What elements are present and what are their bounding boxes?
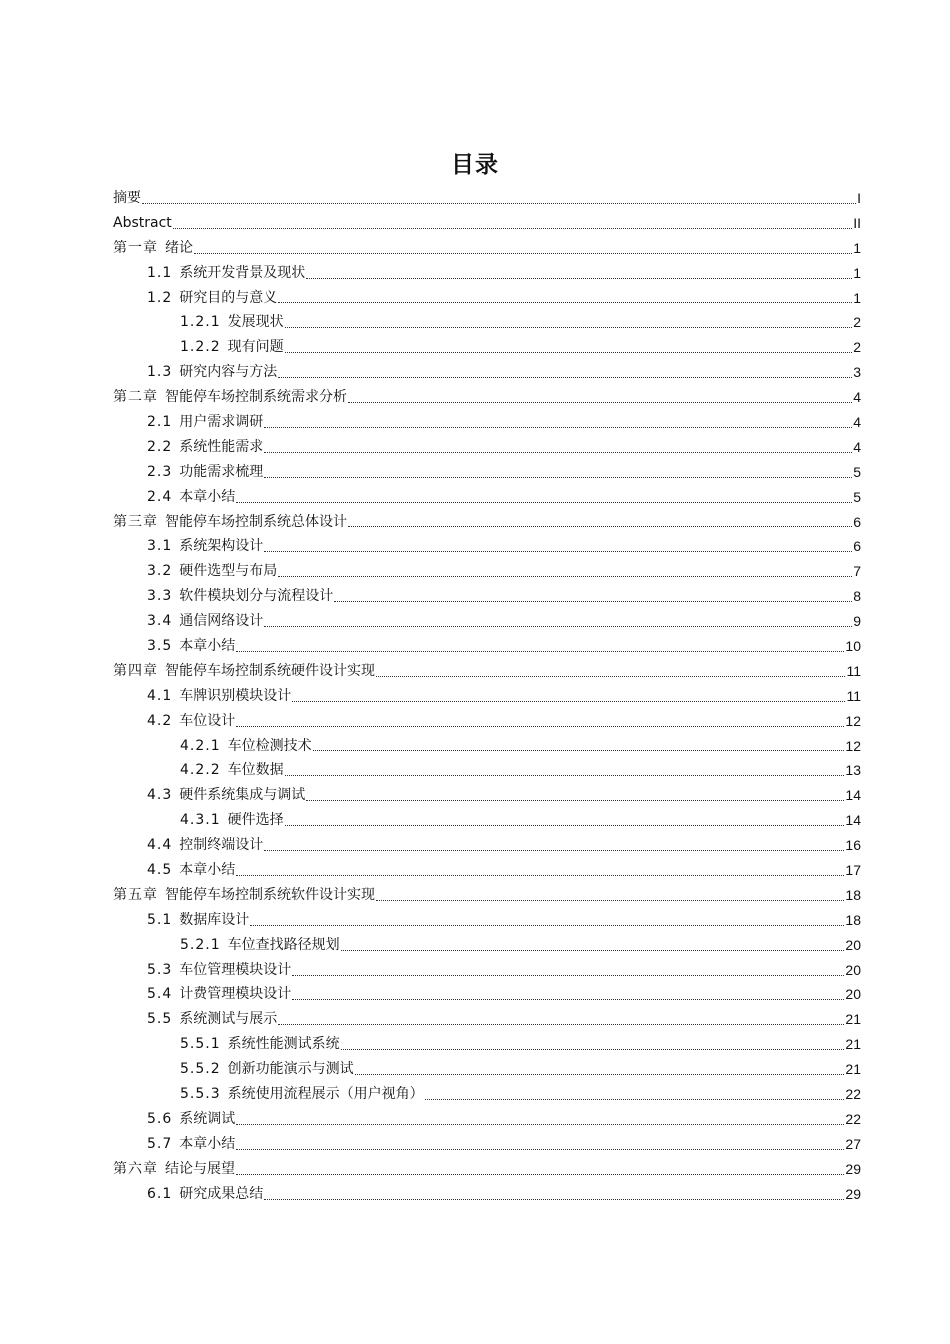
toc-entry-text: 车位设计: [179, 712, 236, 729]
toc-entry-page: 13: [845, 762, 861, 779]
dot-leader: [425, 1099, 845, 1100]
toc-entry-page: 16: [845, 837, 861, 854]
toc-entry-label: [147, 908, 249, 933]
toc-entry-text: 车牌识别模块设计: [179, 687, 292, 704]
toc-entry-page: 1: [853, 239, 861, 256]
toc-entry-page: 7: [853, 563, 861, 580]
toc-entry-text: 系统测试与展示: [179, 1011, 278, 1028]
dot-leader: [236, 1124, 844, 1125]
toc-entry-number: 5.7: [147, 1135, 173, 1152]
toc-entry-number: 1.2.1: [180, 314, 221, 331]
dot-leader: [236, 651, 844, 652]
toc-entry-label: [180, 758, 284, 783]
dot-leader: [376, 900, 844, 901]
toc-entry[interactable]: [113, 758, 861, 783]
toc-entry-page: 12: [845, 737, 861, 754]
dot-leader: [278, 1024, 844, 1025]
toc-entry-label: [147, 1007, 277, 1032]
dot-leader: [264, 850, 844, 851]
toc-entry-number: 2.4: [147, 488, 173, 505]
toc-entry[interactable]: [113, 833, 861, 858]
toc-entry-page: 21: [845, 1061, 861, 1078]
toc-entry-number: 2.1: [147, 414, 173, 430]
toc-entry-page: 20: [845, 986, 861, 1003]
toc-entry-number: 6.1: [147, 1185, 173, 1202]
toc-entry-text: 硬件系统集成与调试: [179, 787, 306, 804]
toc-entry-text: 发展现状: [227, 314, 284, 331]
toc-entry[interactable]: [113, 1182, 861, 1207]
toc-entry[interactable]: [113, 435, 861, 460]
dot-leader: [173, 228, 852, 229]
toc-entry[interactable]: [113, 236, 861, 261]
dot-leader: [376, 676, 845, 677]
toc-entry-label: [147, 709, 235, 734]
toc-entry-text: 数据库设计: [179, 911, 250, 928]
toc-entry-number: 5.4: [147, 986, 173, 1003]
toc-entry-text: 研究内容与方法: [179, 364, 278, 381]
toc-entry-label: [147, 1107, 235, 1132]
toc-entry-page: 11: [846, 687, 861, 704]
toc-entry[interactable]: [113, 335, 861, 360]
toc-entry[interactable]: [113, 211, 861, 236]
toc-entry[interactable]: [113, 410, 861, 435]
toc-entry-text: 功能需求梳理: [179, 463, 264, 480]
toc-entry-text: 智能停车场控制系统需求分析: [165, 389, 347, 406]
toc-entry-number: 2.2: [147, 438, 173, 455]
toc-entry-number: 5.2.1: [180, 936, 221, 953]
toc-entry-label: [147, 435, 263, 460]
toc-entry-page: 2: [853, 339, 861, 356]
toc-entry-number: 第三章: [113, 513, 158, 530]
toc-entry-text: 用户需求调研: [179, 414, 264, 430]
toc-entry-label: [147, 1182, 263, 1207]
toc-entry-label: [147, 858, 235, 883]
dot-leader: [341, 950, 845, 951]
dot-leader: [236, 1174, 844, 1175]
toc-entry[interactable]: [113, 1107, 861, 1132]
toc-entry-text: 本章小结: [179, 488, 236, 505]
toc-entry-label: [180, 1082, 424, 1107]
toc-entry-text: 系统调试: [179, 1110, 236, 1127]
dot-leader: [236, 502, 852, 503]
toc-entry-page: 10: [845, 638, 861, 655]
toc-entry-label: [147, 833, 263, 858]
toc-entry-page: 3: [853, 364, 861, 381]
toc-entry-page: 20: [845, 936, 861, 953]
toc-entry-label: [147, 410, 263, 435]
toc-entry-page: 8: [853, 588, 861, 605]
toc-entry[interactable]: [113, 559, 861, 584]
toc-entry-number: 5.6: [147, 1110, 173, 1127]
toc-entry-page: 27: [845, 1135, 861, 1152]
toc-entry[interactable]: [113, 958, 861, 983]
toc-entry-label: [147, 261, 305, 286]
toc-entry[interactable]: [113, 510, 861, 535]
toc-entry-label: [180, 1032, 340, 1057]
toc-entry-page: I: [857, 189, 861, 206]
toc-entry-page: 5: [853, 488, 861, 505]
toc-entry-text: 系统使用流程展示（用户视角）: [227, 1086, 424, 1103]
toc-entry-number: 4.2.2: [180, 762, 221, 779]
toc-entry-page: 29: [845, 1185, 861, 1202]
toc-entry-page: 11: [846, 662, 861, 679]
toc-entry-page: II: [853, 214, 861, 231]
toc-entry[interactable]: [113, 659, 861, 684]
toc-entry-label: [180, 1057, 354, 1082]
toc-entry[interactable]: [113, 883, 861, 908]
toc-entry-page: 4: [853, 438, 861, 455]
toc-entry-number: 1.1: [147, 264, 173, 281]
toc-entry-text: 研究目的与意义: [179, 289, 278, 306]
toc-entry-page: 6: [853, 538, 861, 555]
dot-leader: [264, 1199, 844, 1200]
toc-entry-label: [113, 211, 172, 236]
toc-entry-page: 20: [845, 961, 861, 978]
dot-leader: [348, 402, 852, 403]
toc-entry-page: 2: [853, 314, 861, 331]
toc-entry-text: 系统架构设计: [179, 538, 264, 555]
toc-entry[interactable]: [113, 385, 861, 410]
toc-entry-text: 车位检测技术: [227, 737, 312, 754]
toc-entry[interactable]: [113, 1132, 861, 1157]
toc-entry-number: 5.5.2: [180, 1061, 221, 1078]
dot-leader: [341, 1049, 845, 1050]
toc-entry-label: [147, 1132, 235, 1157]
toc-entry-number: 5.3: [147, 961, 173, 978]
dot-leader: [250, 925, 844, 926]
toc-entry-number: 3.1: [147, 538, 173, 555]
toc-entry-label: [180, 335, 284, 360]
toc-entry-number: 第一章: [113, 239, 158, 256]
toc-entry[interactable]: [113, 709, 861, 734]
toc-entry-number: 1.3: [147, 364, 173, 381]
toc-entry-number: 3.3: [147, 588, 173, 605]
toc-entry[interactable]: [113, 186, 861, 211]
toc-entry-label: [147, 485, 235, 510]
toc-entry-text: 车位数据: [227, 762, 284, 779]
toc-entry-number: 4.1: [147, 687, 173, 704]
dot-leader: [313, 750, 845, 751]
toc-entry-label: [147, 286, 277, 311]
toc-entry-label: [147, 360, 277, 385]
dot-leader: [264, 551, 852, 552]
toc-entry-text: 本章小结: [179, 862, 236, 879]
dot-leader: [194, 253, 852, 254]
dot-leader: [306, 278, 852, 279]
dot-leader: [292, 999, 844, 1000]
toc-entry-page: 4: [853, 389, 861, 406]
toc-entry-page: 22: [845, 1110, 861, 1127]
toc-entry-label: [180, 808, 284, 833]
toc-entry-page: 14: [845, 812, 861, 829]
toc-entry[interactable]: [113, 634, 861, 659]
toc-entry-page: 12: [845, 712, 861, 729]
toc-entry-text: 软件模块划分与流程设计: [179, 588, 334, 605]
toc-entry-number: 4.2.1: [180, 737, 221, 754]
toc-entry-text: 绪论: [165, 239, 193, 256]
toc-entry-number: 4.5: [147, 862, 173, 879]
toc-entry-text: 智能停车场控制系统总体设计: [165, 513, 347, 530]
toc-entry-text: 计费管理模块设计: [179, 986, 292, 1003]
toc-entry[interactable]: [113, 1032, 861, 1057]
dot-leader: [278, 302, 852, 303]
toc-entry-text: Abstract: [113, 214, 172, 231]
toc-entry-label: [113, 659, 375, 684]
toc-entry[interactable]: [113, 485, 861, 510]
toc-entry-text: 智能停车场控制系统软件设计实现: [165, 886, 375, 903]
toc-entry-text: 硬件选择: [227, 812, 284, 829]
toc-entry-text: 系统开发背景及现状: [179, 264, 306, 281]
toc-entry-page: 6: [853, 513, 861, 530]
toc-entry-text: 现有问题: [227, 339, 284, 356]
dot-leader: [236, 1149, 844, 1150]
toc-entry-number: 1.2: [147, 289, 173, 306]
dot-leader: [264, 477, 852, 478]
dot-leader: [278, 377, 852, 378]
dot-leader: [306, 800, 844, 801]
toc-entry-label: [147, 584, 333, 609]
dot-leader: [278, 576, 852, 577]
toc-entry-number: 1.2.2: [180, 339, 221, 356]
dot-leader: [264, 452, 852, 453]
toc-entry-text: 车位管理模块设计: [179, 961, 292, 978]
dot-leader: [285, 352, 853, 353]
toc-entry-number: 5.5: [147, 1011, 173, 1028]
toc-entry-text: 本章小结: [179, 1135, 236, 1152]
toc-entry-page: 22: [845, 1086, 861, 1103]
toc-entry[interactable]: [113, 808, 861, 833]
toc-entry[interactable]: [113, 933, 861, 958]
toc-entry-page: 18: [845, 886, 861, 903]
toc-entry-page: 9: [853, 613, 861, 630]
dot-leader: [236, 875, 844, 876]
toc-entry-label: [113, 1157, 235, 1182]
toc-entry-label: [147, 460, 263, 485]
toc-entry-label: [147, 634, 235, 659]
dot-leader: [348, 526, 852, 527]
toc-entry-number: 4.3.1: [180, 812, 221, 829]
toc-entry-page: 18: [845, 911, 861, 928]
toc-entry[interactable]: [113, 783, 861, 808]
toc-entry-label: [147, 609, 263, 634]
toc-entry-label: [147, 559, 277, 584]
toc-entry[interactable]: [113, 1057, 861, 1082]
toc-entry-label: [113, 236, 193, 261]
dot-leader: [236, 726, 844, 727]
dot-leader: [285, 825, 845, 826]
toc-entry-page: 1: [853, 289, 861, 306]
dot-leader: [264, 427, 852, 428]
toc-entry[interactable]: [113, 734, 861, 759]
toc-entry-label: [113, 883, 375, 908]
toc-entry[interactable]: [113, 858, 861, 883]
toc-entry-page: 17: [845, 862, 861, 879]
toc-entry-text: 摘要: [113, 189, 141, 206]
toc-entry-label: [180, 933, 340, 958]
toc-entry-number: 第五章: [113, 886, 158, 903]
toc-entry-number: 5.1: [147, 911, 173, 928]
toc-entry-number: 3.5: [147, 638, 173, 655]
toc-entry-number: 第二章: [113, 389, 158, 406]
toc-entry-label: [147, 783, 305, 808]
toc-entry-text: 研究成果总结: [179, 1185, 264, 1202]
dot-leader: [264, 626, 852, 627]
toc-entry-number: 第四章: [113, 662, 158, 679]
dot-leader: [292, 701, 845, 702]
toc-entry-page: 1: [853, 264, 861, 281]
toc-entry[interactable]: [113, 908, 861, 933]
page-title: 目录: [451, 152, 499, 178]
toc-entry-page: 5: [853, 463, 861, 480]
dot-leader: [292, 975, 844, 976]
toc-entry-label: [180, 734, 312, 759]
toc-entry[interactable]: [113, 261, 861, 286]
toc-entry[interactable]: [113, 1007, 861, 1032]
toc-entry-number: 第六章: [113, 1160, 158, 1177]
toc-entry[interactable]: [113, 286, 861, 311]
toc-entry-text: 通信网络设计: [179, 613, 264, 630]
toc-entry-number: 2.3: [147, 463, 173, 480]
toc-entry-label: [147, 982, 291, 1007]
toc-entry-label: [180, 310, 284, 335]
toc-entry-text: 系统性能测试系统: [227, 1036, 340, 1053]
toc-entry-number: 4.2: [147, 712, 173, 729]
toc-entry-text: 创新功能演示与测试: [227, 1061, 354, 1078]
toc-entry-number: 3.2: [147, 563, 173, 580]
toc-entry-label: [147, 958, 291, 983]
toc-entry[interactable]: [113, 584, 861, 609]
toc-entry-text: 硬件选型与布局: [179, 563, 278, 580]
toc-entry-number: 5.5.3: [180, 1086, 221, 1103]
toc-entry[interactable]: [113, 310, 861, 335]
toc-entry-page: 21: [845, 1036, 861, 1053]
toc-entry-text: 车位查找路径规划: [227, 936, 340, 953]
toc-entry-label: [113, 510, 347, 535]
toc-entry-label: [113, 385, 347, 410]
toc-entry-number: 4.4: [147, 837, 173, 854]
toc-entry-label: [147, 684, 291, 709]
toc-entry-label: [113, 186, 141, 211]
toc-entry[interactable]: [113, 534, 861, 559]
dot-leader: [355, 1074, 845, 1075]
toc-entry[interactable]: [113, 609, 861, 634]
toc-entry-text: 系统性能需求: [179, 438, 264, 455]
toc-entry-text: 结论与展望: [165, 1160, 235, 1177]
toc-entry[interactable]: [113, 983, 861, 1008]
toc-entry-page: 14: [845, 787, 861, 804]
toc-entry[interactable]: [113, 460, 861, 485]
toc-entry[interactable]: [113, 684, 861, 709]
toc-entry-label: [147, 534, 263, 559]
dot-leader: [285, 775, 845, 776]
toc-entry-text: 本章小结: [179, 638, 236, 655]
toc-entry[interactable]: [113, 1082, 861, 1107]
toc-entry-page: 4: [853, 414, 861, 430]
toc-entry-text: 智能停车场控制系统硬件设计实现: [165, 662, 375, 679]
toc-entry-page: 29: [845, 1160, 861, 1177]
toc-entry[interactable]: [113, 360, 861, 385]
toc-entry-number: 3.4: [147, 613, 173, 630]
toc-entry[interactable]: [113, 1157, 861, 1182]
toc-entry-page: 21: [845, 1011, 861, 1028]
dot-leader: [334, 601, 852, 602]
dot-leader: [142, 203, 856, 204]
dot-leader: [285, 327, 853, 328]
toc-entry-number: 5.5.1: [180, 1036, 221, 1053]
toc-entry-text: 控制终端设计: [179, 837, 264, 854]
toc-entry-number: 4.3: [147, 787, 173, 804]
table-of-contents: [113, 186, 861, 1207]
